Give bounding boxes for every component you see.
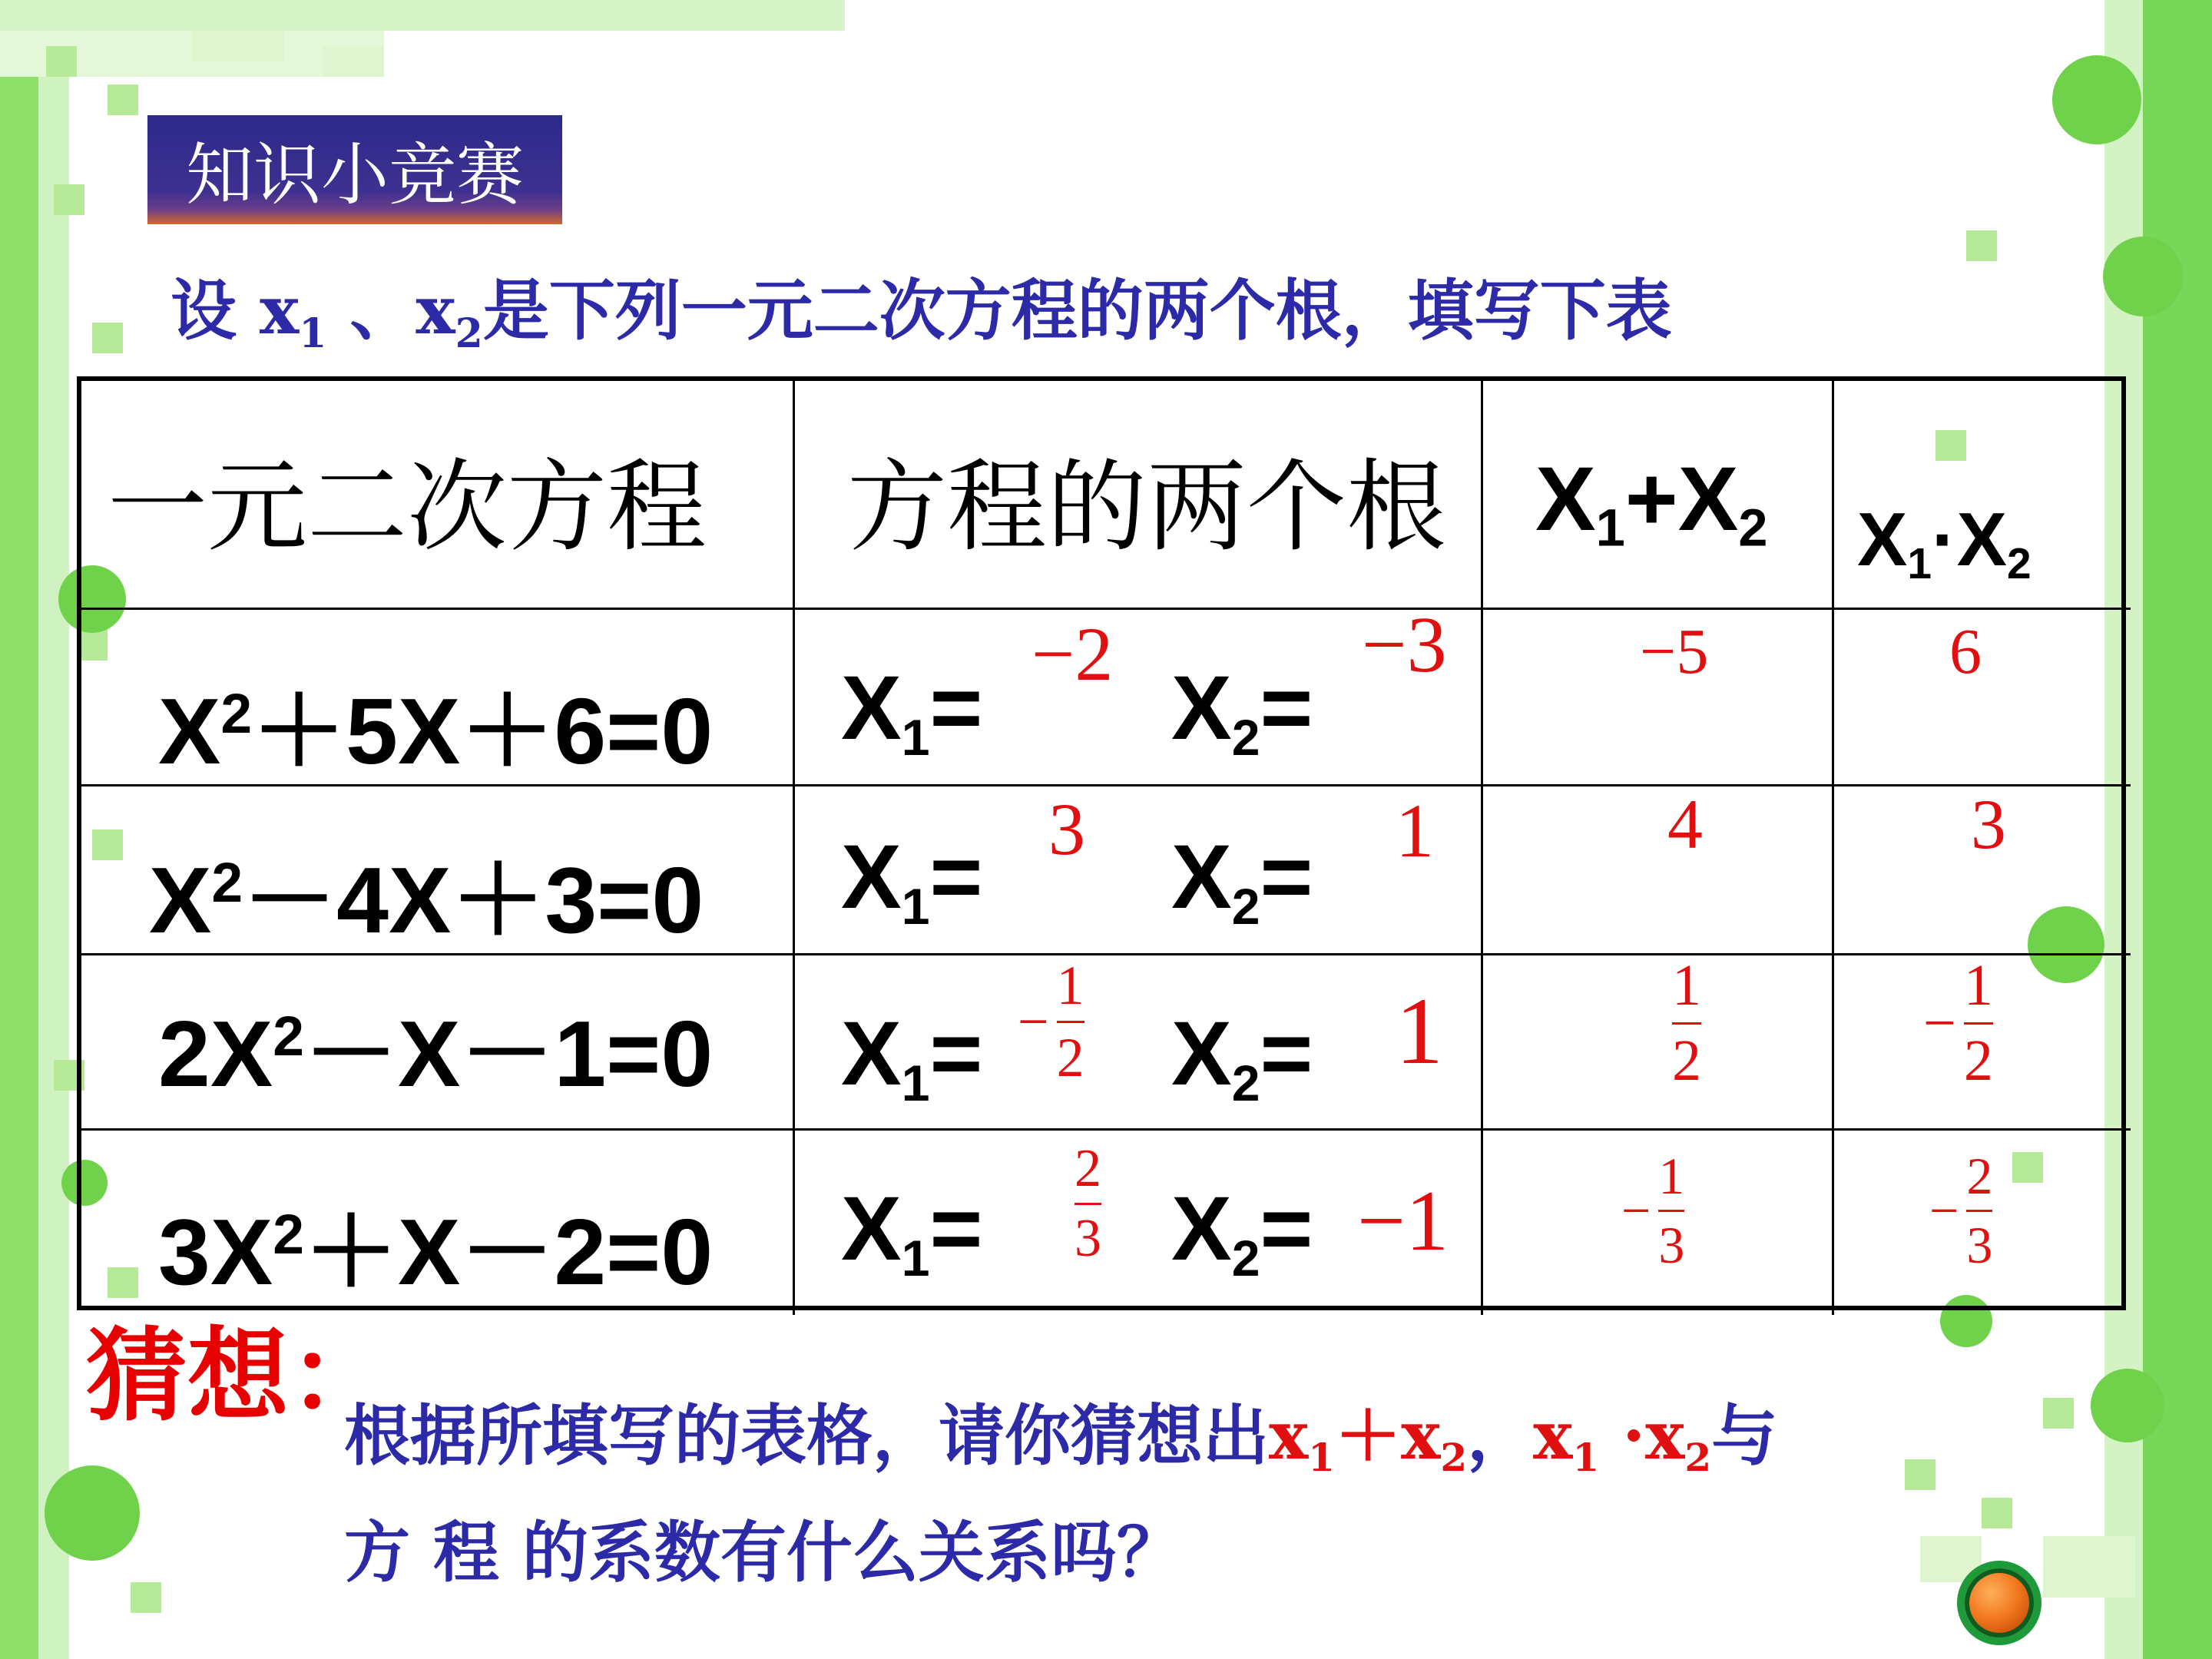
answer-product: 3	[1971, 785, 2006, 863]
guess-line-1: 根据所填写的表格，请你猜想出$x_1+x_2$，$x_1 \cdot x_2$与	[344, 1397, 1778, 1480]
equation-cell: $X^2-4X+3=0$	[81, 786, 795, 955]
answer-x1: −2	[1031, 611, 1114, 697]
answer-product: 6	[1949, 616, 1982, 687]
sum-cell	[1483, 955, 1834, 1131]
answer-product: − 1 2	[1923, 953, 1993, 1093]
product-cell	[1834, 955, 2131, 1131]
sum-cell	[1483, 610, 1834, 786]
equation-cell: $X^2+5X+6=0$	[81, 610, 795, 786]
equation-cell: $2X^2-X-1=0$	[81, 955, 795, 1131]
quiz-badge: 知识小竞赛	[147, 115, 562, 224]
prompt-text: 设 $x_1$ 、$x_2$是下列一元二次方程的两个根，填写下表	[171, 272, 1672, 357]
header-sum: $X_1+X_2$	[1483, 381, 1834, 610]
answer-sum: −5	[1640, 616, 1709, 687]
answer-x2: −1	[1357, 1174, 1449, 1269]
product-cell	[1834, 1131, 2131, 1315]
roots-cell: $X_1=$ 3 $X_2=$ 1	[795, 786, 1483, 955]
roots-cell: $X_1=$ − 1 2 $X_2=$ 1	[795, 955, 1483, 1131]
header-product: $X_1\cdot X_2$	[1834, 381, 2131, 610]
answer-x2: −3	[1362, 601, 1447, 689]
answer-sum: 1 2	[1672, 953, 1701, 1093]
roots-cell: $X_1=$ 2 3 $X_2=$ −1	[795, 1131, 1483, 1315]
answer-x2: 1	[1396, 979, 1443, 1084]
equation-cell: $3X^2+X-2=0$	[81, 1131, 795, 1315]
answer-x2: 1	[1396, 788, 1434, 873]
roots-cell: $X_1=$ −2 $X_2=$ −3	[795, 610, 1483, 786]
answer-product: − 2 3	[1929, 1147, 1993, 1274]
next-slide-icon[interactable]	[1957, 1561, 2041, 1645]
answer-sum: − 1 3	[1621, 1147, 1685, 1274]
sum-cell	[1483, 786, 1834, 955]
guess-line-2: 方 程 的系数有什么关系吗？	[344, 1514, 1183, 1591]
roots-table	[77, 376, 2126, 1310]
product-cell	[1834, 610, 2131, 786]
product-cell	[1834, 786, 2131, 955]
sum-cell	[1483, 1131, 1834, 1315]
header-equation: 一元二次方程	[81, 381, 795, 610]
answer-x1: 2 3	[1075, 1139, 1101, 1268]
answer-sum: 4	[1667, 785, 1703, 863]
answer-x1: 3	[1048, 788, 1085, 870]
header-roots: 方程的两个根	[795, 381, 1483, 610]
guess-question	[344, 1389, 1995, 1601]
guess-title: 猜想：	[86, 1316, 390, 1435]
answer-x1: − 1 2	[1018, 955, 1084, 1088]
